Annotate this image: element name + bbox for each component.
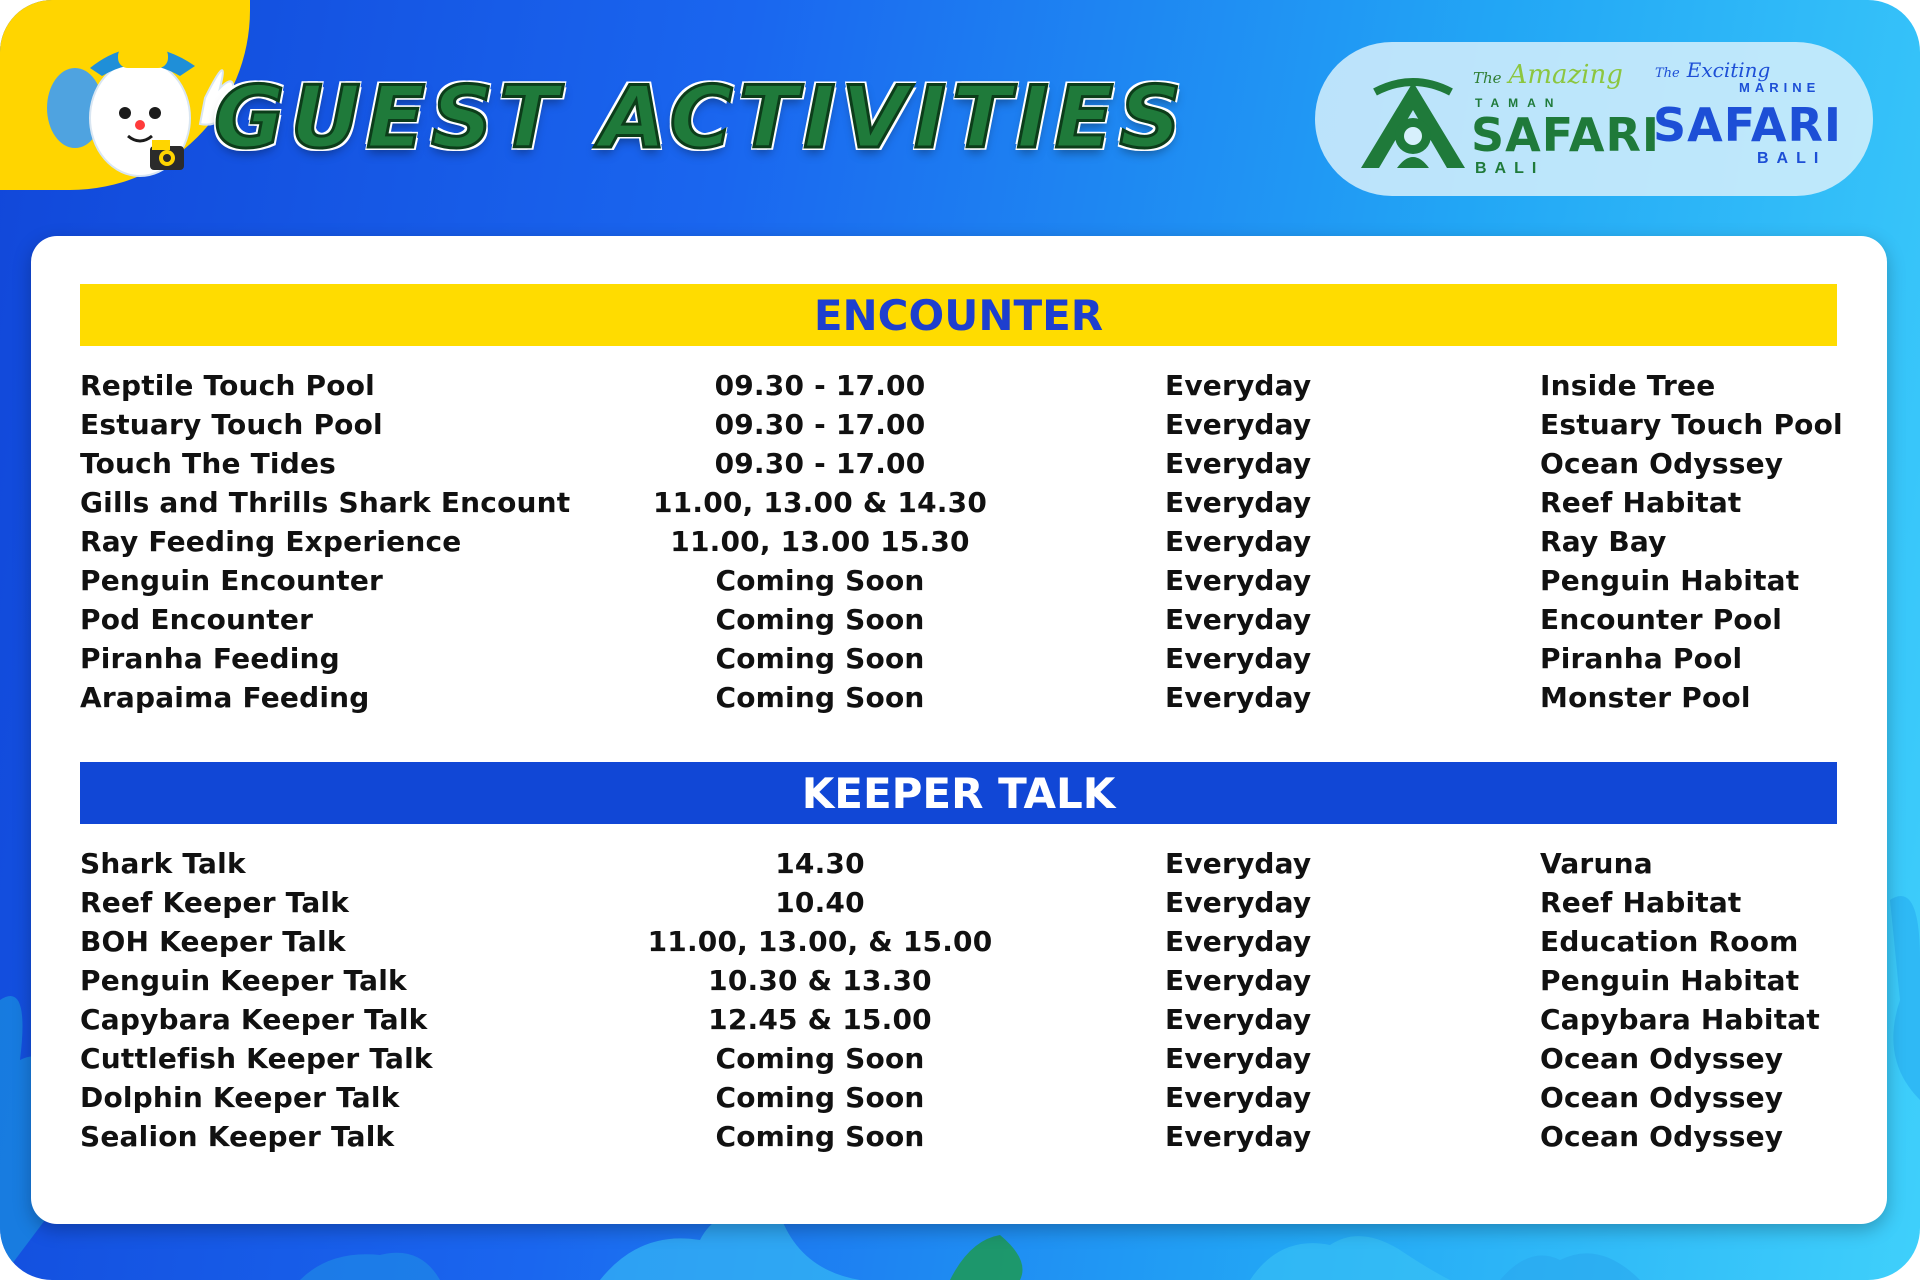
activity-name: Ray Feeding Experience <box>80 525 462 558</box>
activity-name: Gills and Thrills Shark Encount <box>80 486 571 519</box>
activity-row <box>80 444 1837 483</box>
activity-name: BOH Keeper Talk <box>80 925 346 958</box>
activity-location: Education Room <box>1540 925 1799 958</box>
encounter-heading: ENCOUNTER <box>80 284 1837 346</box>
activity-row <box>80 405 1843 444</box>
activity-name: Penguin Keeper Talk <box>80 964 407 997</box>
activity-name: Arapaima Feeding <box>80 681 370 714</box>
activity-row <box>80 483 1837 522</box>
activity-time: Coming Soon <box>715 1081 925 1114</box>
activity-name: Reef Keeper Talk <box>80 886 350 919</box>
activity-day: Everyday <box>1165 886 1312 919</box>
activity-location: Penguin Habitat <box>1540 564 1800 597</box>
activity-name: Reptile Touch Pool <box>80 369 375 402</box>
activity-day: Everyday <box>1165 1081 1312 1114</box>
activity-row <box>80 922 1837 961</box>
activity-location: Ray Bay <box>1540 525 1667 558</box>
activity-row <box>80 561 1837 600</box>
taman-tagline-prefix: The <box>1473 69 1502 87</box>
activity-row <box>80 600 1837 639</box>
activity-name: Cuttlefish Keeper Talk <box>80 1042 433 1075</box>
activity-day: Everyday <box>1165 1003 1312 1036</box>
activity-time: 09.30 - 17.00 <box>714 447 926 480</box>
activity-name: Sealion Keeper Talk <box>80 1120 395 1153</box>
activity-time: Coming Soon <box>715 603 925 636</box>
activity-time: 14.30 <box>775 847 865 880</box>
activity-day: Everyday <box>1165 486 1312 519</box>
activity-time: 11.00, 13.00 15.30 <box>670 525 970 558</box>
activity-location: Reef Habitat <box>1540 486 1742 519</box>
activity-time: 09.30 - 17.00 <box>714 408 926 441</box>
activity-location: Reef Habitat <box>1540 886 1742 919</box>
activity-time: Coming Soon <box>715 681 925 714</box>
keeper-talk-heading: KEEPER TALK <box>80 762 1837 824</box>
taman-safari-word: SAFARI <box>1471 108 1661 162</box>
activity-location: Penguin Habitat <box>1540 964 1800 997</box>
activity-time: Coming Soon <box>715 1120 925 1153</box>
activity-time: 09.30 - 17.00 <box>714 369 926 402</box>
marine-safari-logo <box>1615 42 1873 196</box>
activity-day: Everyday <box>1165 603 1312 636</box>
activity-name: Penguin Encounter <box>80 564 384 597</box>
activity-location: Ocean Odyssey <box>1540 1120 1784 1153</box>
activity-time: 11.00, 13.00, & 15.00 <box>647 925 993 958</box>
activity-name: Dolphin Keeper Talk <box>80 1081 400 1114</box>
activity-location: Monster Pool <box>1540 681 1751 714</box>
activity-time: Coming Soon <box>715 1042 925 1075</box>
activity-location: Inside Tree <box>1540 369 1716 402</box>
taman-place-text: BALI <box>1475 160 1545 177</box>
activity-name: Touch The Tides <box>80 447 336 480</box>
activity-name: Piranha Feeding <box>80 642 340 675</box>
activity-row <box>80 1078 1837 1117</box>
activity-location: Piranha Pool <box>1540 642 1743 675</box>
activity-day: Everyday <box>1165 408 1312 441</box>
safari-arch-icon <box>1357 72 1469 176</box>
taman-tagline-accent: Amazing <box>1508 60 1623 90</box>
schedule-card <box>31 236 1887 1224</box>
activity-day: Everyday <box>1165 964 1312 997</box>
activity-day: Everyday <box>1165 1042 1312 1075</box>
activity-row <box>80 522 1837 561</box>
activity-day: Everyday <box>1165 447 1312 480</box>
activity-row <box>80 1117 1837 1156</box>
activity-location: Varuna <box>1540 847 1653 880</box>
marine-small-text: MARINE <box>1739 80 1821 95</box>
marine-place-text: BALI <box>1757 150 1827 167</box>
activity-location: Capybara Habitat <box>1540 1003 1820 1036</box>
page-title: GUEST ACTIVITIES <box>214 68 1188 168</box>
activity-row <box>80 1000 1837 1039</box>
activity-day: Everyday <box>1165 1120 1312 1153</box>
activity-time: 10.40 <box>775 886 865 919</box>
activity-name: Pod Encounter <box>80 603 314 636</box>
activity-location: Ocean Odyssey <box>1540 1042 1784 1075</box>
activity-name: Estuary Touch Pool <box>80 408 383 441</box>
marine-safari-word: SAFARI <box>1653 98 1843 152</box>
activity-day: Everyday <box>1165 564 1312 597</box>
activity-location: Estuary Touch Pool <box>1540 408 1843 441</box>
activity-time: 10.30 & 13.30 <box>708 964 932 997</box>
activity-day: Everyday <box>1165 369 1312 402</box>
activity-row <box>80 844 1837 883</box>
activity-location: Ocean Odyssey <box>1540 1081 1784 1114</box>
encounter-list <box>80 366 1843 717</box>
activity-row <box>80 883 1837 922</box>
activity-day: Everyday <box>1165 642 1312 675</box>
activity-location: Ocean Odyssey <box>1540 447 1784 480</box>
brand-logos <box>1315 42 1873 196</box>
activity-time: 11.00, 13.00 & 14.30 <box>653 486 987 519</box>
marine-tagline-accent: Exciting <box>1686 58 1771 82</box>
activity-row <box>80 1039 1837 1078</box>
activity-time: 12.45 & 15.00 <box>708 1003 932 1036</box>
activity-time: Coming Soon <box>715 642 925 675</box>
activity-row <box>80 961 1837 1000</box>
activity-time: Coming Soon <box>715 564 925 597</box>
activity-day: Everyday <box>1165 847 1312 880</box>
activity-row <box>80 678 1837 717</box>
activity-row <box>80 366 1837 405</box>
taman-small-text: TAMAN <box>1475 96 1563 110</box>
activity-row <box>80 639 1837 678</box>
keeper-talk-list <box>80 844 1837 1156</box>
marine-tagline-prefix: The <box>1655 66 1680 81</box>
activity-day: Everyday <box>1165 681 1312 714</box>
activity-location: Encounter Pool <box>1540 603 1783 636</box>
activity-day: Everyday <box>1165 525 1312 558</box>
taman-safari-logo <box>1315 42 1661 196</box>
activity-day: Everyday <box>1165 925 1312 958</box>
activity-name: Shark Talk <box>80 847 246 880</box>
activity-name: Capybara Keeper Talk <box>80 1003 428 1036</box>
